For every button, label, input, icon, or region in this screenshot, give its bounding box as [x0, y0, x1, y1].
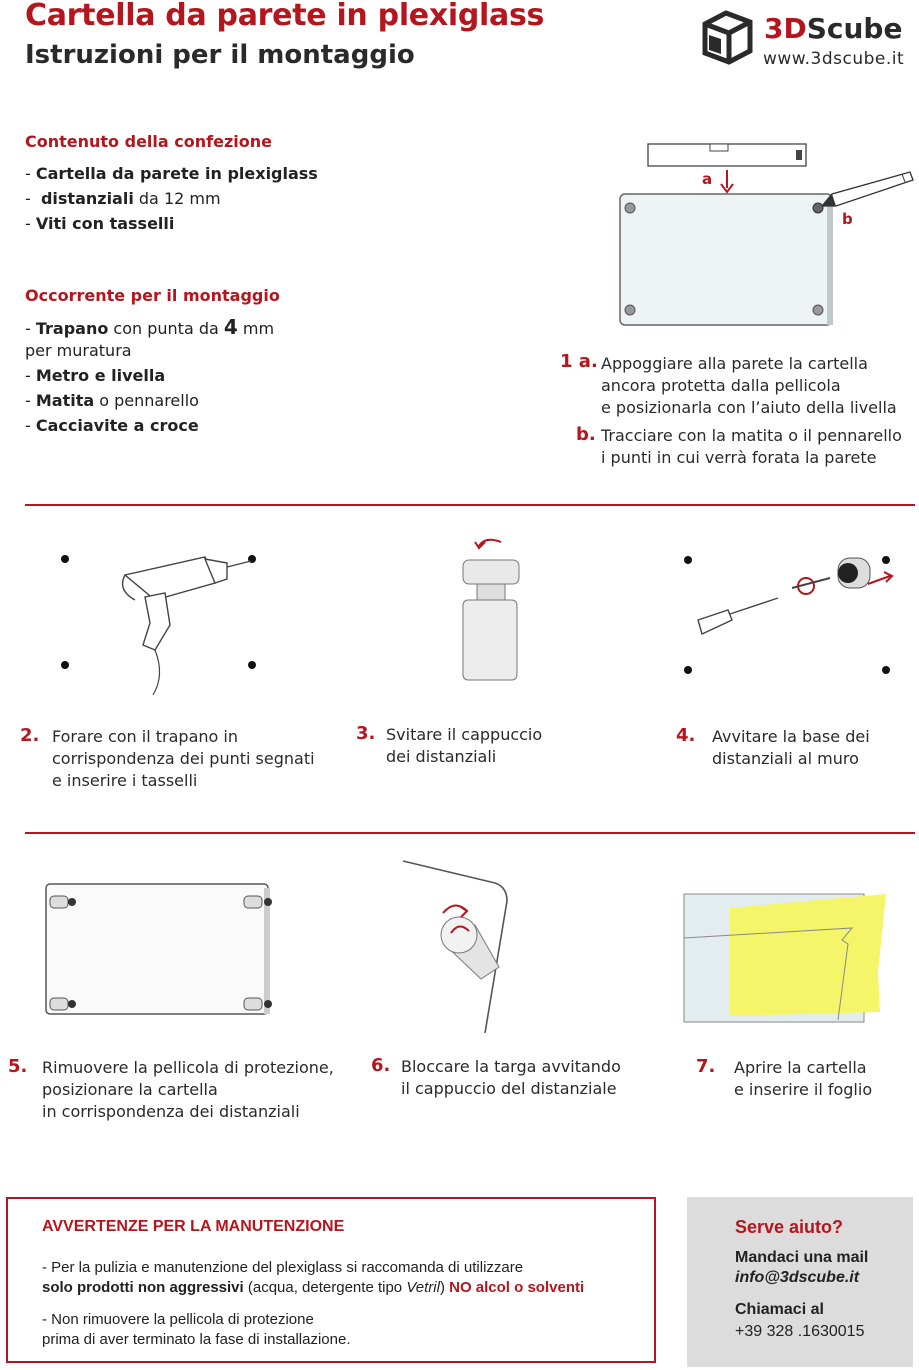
list-item: - Matita o pennarello: [25, 391, 199, 410]
drill-illustration: [55, 545, 270, 705]
folder-level-illustration: [600, 140, 916, 340]
list-item: - Metro e livella: [25, 366, 166, 385]
maintenance-title: AVVERTENZE PER LA MANUTENZIONE: [42, 1218, 345, 1235]
step-1b-text: Tracciare con la matita o il pennarello i punti in cui verrà forata la parete: [601, 426, 902, 467]
help-title: Serve aiuto?: [735, 1217, 844, 1237]
step-3-text: Svitare il cappuccio dei distanziali: [386, 725, 543, 766]
step-2-number: 2.: [20, 725, 40, 746]
step-4-number: 4.: [676, 725, 696, 746]
step-7-text: Aprire la cartella e inserire il foglio: [734, 1058, 873, 1099]
mail-label: Mandaci una mail: [735, 1249, 869, 1266]
page-title: Cartella da parete in plexiglass: [25, 0, 545, 33]
step-4-text: Avvitare la base dei distanziali al muro: [712, 727, 870, 768]
mail-link[interactable]: info@3dscube.it: [735, 1269, 860, 1286]
logo-scube: Scube: [806, 12, 903, 45]
step-6-text: Bloccare la targa avvitando il cappuccio del distanziale: [401, 1057, 621, 1098]
step-5-number: 5.: [8, 1056, 28, 1077]
step-6-number: 6.: [371, 1055, 391, 1076]
spacer-lock-illustration: [395, 855, 520, 1035]
step-1a-text: Appoggiare alla parete la cartella ancora protetta dalla pellicola e posizionarla con l’aiuto della livella: [601, 354, 897, 417]
contents-list: [25, 161, 318, 236]
page-subtitle: Istruzioni per il montaggio: [25, 40, 415, 70]
spacer-illustration: [455, 528, 530, 683]
logo-url: www.3dscube.it: [763, 49, 905, 69]
step-2-text: Forare con il trapano in corrispondenza dei punti segnati e inserire i tasselli: [52, 727, 315, 790]
list-item: - Cartella da parete in plexiglass: [25, 164, 318, 183]
folder-mount-illustration: [42, 880, 277, 1020]
logo-name: [764, 12, 902, 45]
maintenance-note-1: - Per la pulizia e manutenzione del plexiglass si raccomanda di utilizzare solo prodotti non aggressivi (acqua, detergente tipo Vetril) NO alcol o solventi: [42, 1259, 585, 1296]
contents-heading: Contenuto della confezione: [25, 132, 272, 151]
divider: [25, 504, 915, 506]
required-list: [25, 315, 274, 438]
step-1b-number: b.: [576, 424, 596, 445]
step-1a-number: 1 a.: [560, 351, 598, 372]
step-5-text: Rimuovere la pellicola di protezione, posizionare la cartella in corrispondenza dei distanziali: [42, 1058, 334, 1121]
figure1-label-b: b: [842, 210, 853, 228]
required-heading: Occorrente per il montaggio: [25, 286, 280, 305]
phone-label: Chiamaci al: [735, 1301, 824, 1318]
logo-3d: 3D: [764, 12, 807, 45]
divider: [25, 832, 915, 834]
insert-sheet-illustration: [682, 880, 892, 1025]
list-item: - Trapano con punta da 4 mm: [25, 315, 275, 339]
list-item: - distanziali da 12 mm: [25, 189, 221, 208]
figure1-label-a: a: [702, 170, 713, 188]
list-item: - Cacciavite a croce: [25, 416, 199, 435]
list-item: per muratura: [25, 341, 132, 360]
step-3-number: 3.: [356, 723, 376, 744]
cube-logo-icon: [700, 8, 756, 66]
step-7-number: 7.: [696, 1056, 716, 1077]
phone-number[interactable]: +39 328 .1630015: [735, 1323, 865, 1340]
list-item: - Viti con tasselli: [25, 214, 175, 233]
maintenance-note-2: - Non rimuovere la pellicola di protezione prima di aver terminato la fase di installazione.: [42, 1311, 351, 1348]
screwdriver-illustration: [680, 548, 895, 678]
